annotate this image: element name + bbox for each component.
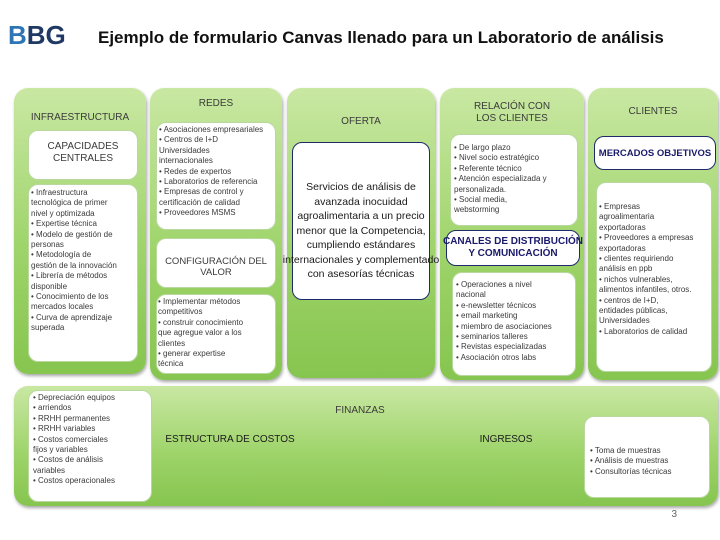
page-number: 3 (671, 509, 677, 520)
list-item: Universidades (159, 145, 210, 155)
list-item: análisis en ppb (599, 264, 653, 274)
list-item: nivel y optimizada (31, 208, 95, 218)
list-item: • Modelo de gestión de (31, 229, 113, 239)
list-item: gestión de la innovación (31, 260, 117, 270)
list-item: • Referente técnico (454, 163, 522, 173)
finanzas-heading: FINANZAS (335, 405, 385, 416)
list-item: • Expertise técnica (31, 219, 97, 229)
list-item: • Atención especializada y (454, 174, 547, 184)
ingresos-list (590, 446, 710, 477)
list-item: • Redes de expertos (159, 166, 232, 176)
capacidades-list (31, 188, 137, 334)
oferta-text: Servicios de análisis de avanzada inocuidad agroalimentaria a un precio menor que la Competencia, cumpliendo estándares internacionales y complementado con asesorías técnicas (282, 181, 440, 280)
page-title: Ejemplo de formulario Canvas llenado para un Laboratorio de análisis (98, 28, 664, 47)
list-item: • Laboratorios de referencia (159, 177, 258, 187)
list-item: Universidades (599, 316, 650, 326)
list-item: • arriendos (33, 403, 72, 413)
list-item: entidades públicas, (599, 306, 668, 316)
list-item: • RRHH variables (33, 424, 96, 434)
list-item: • Centros de I+D (159, 135, 219, 145)
list-item: tecnológica de primer (31, 198, 108, 208)
list-item: • construir conocimiento (158, 317, 244, 327)
mercados-heading: MERCADOS OBJETIVOS (598, 148, 712, 159)
list-item: • Infraestructura (31, 188, 88, 197)
list-item: superada (31, 323, 65, 333)
list-item: técnica (158, 359, 184, 369)
logo-letter-b: B (8, 20, 27, 50)
relacion-list (454, 143, 578, 216)
list-item: • Nivel socio estratégico (454, 153, 540, 163)
list-item: • Empresas de control y (159, 187, 244, 197)
oferta-heading: OFERTA (341, 116, 381, 127)
list-item: • Proveedores a empresas (599, 233, 694, 243)
redes-list (159, 125, 277, 219)
list-item: competitivos (158, 307, 203, 317)
ingresos-heading: INGRESOS (479, 434, 533, 445)
list-item: • Análisis de muestras (590, 456, 669, 466)
list-item: • Depreciación equipos (33, 393, 115, 402)
estructura-costos-heading: ESTRUCTURA DE COSTOS (165, 434, 295, 445)
list-item: • De largo plazo (454, 143, 511, 152)
list-item: • Social media, (454, 195, 508, 205)
list-item: • nichos vulnerables, (599, 274, 673, 284)
list-item: • Laboratorios de calidad (599, 326, 688, 336)
list-item: disponible (31, 281, 68, 291)
list-item: clientes (158, 338, 186, 348)
capacidades-heading: CAPACIDADES CENTRALES (47, 141, 119, 164)
configuracion-heading: CONFIGURACIÓN DEL VALOR (165, 256, 267, 279)
configuracion-list (158, 297, 276, 370)
list-item: • Asociaciones empresariales (159, 125, 264, 134)
list-item: personalizada. (454, 184, 507, 194)
list-item: • RRHH permanentes (33, 413, 111, 423)
list-item: • email marketing (456, 311, 518, 321)
list-item: • Metodología de (31, 250, 92, 260)
list-item: que agregue valor a los (158, 328, 242, 338)
list-item: • e-newsletter técnicos (456, 300, 537, 310)
bbg-logo (8, 20, 66, 51)
list-item: • Asociación otros labs (456, 352, 537, 362)
list-item: alimentos infantiles, otros. (599, 285, 692, 295)
canales-list (456, 280, 576, 363)
list-item: • seminarios talleres (456, 332, 528, 342)
list-item: • Consultorías técnicas (590, 466, 672, 476)
logo-letters-bg: BG (26, 20, 66, 50)
list-item: • Toma de muestras (590, 446, 661, 455)
list-item: • Curva de aprendizaje (31, 312, 113, 322)
list-item: • Conocimiento de los (31, 292, 109, 302)
list-item: • Empresas (599, 202, 641, 211)
redes-heading: REDES (198, 98, 234, 109)
infraestructura-heading: INFRAESTRUCTURA (30, 112, 130, 123)
list-item: • generar expertise (158, 349, 226, 359)
list-item: • Revistas especializadas (456, 342, 547, 352)
canales-heading: CANALES DE DISTRIBUCIÓN Y COMUNICACIÓN (442, 236, 583, 259)
list-item: exportadoras (599, 243, 646, 253)
list-item: exportadoras (599, 222, 646, 232)
list-item: nacional (456, 290, 486, 300)
list-item: • clientes requiriendo (599, 254, 674, 264)
list-item: • miembro de asociaciones (456, 321, 552, 331)
clientes-list (599, 202, 713, 337)
list-item: certificación de calidad (159, 197, 240, 207)
costos-list (33, 393, 153, 487)
list-item: • Costos operacionales (33, 476, 115, 486)
list-item: • Operaciones a nivel (456, 280, 532, 289)
list-item: • Librería de métodos (31, 271, 108, 281)
list-item: mercados locales (31, 302, 94, 312)
list-item: • Implementar métodos (158, 297, 241, 306)
list-item: webstorming (454, 205, 500, 215)
list-item: variables (33, 465, 66, 475)
list-item: • Costos comerciales (33, 434, 108, 444)
list-item: internacionales (159, 156, 213, 166)
list-item: fijos y variables (33, 445, 88, 455)
list-item: personas (31, 240, 64, 250)
list-item: agroalimentaria (599, 212, 655, 222)
clientes-heading: CLIENTES (628, 106, 678, 117)
list-item: • centros de I+D, (599, 295, 659, 305)
relacion-heading: RELACIÓN CON LOS CLIENTES (473, 101, 551, 124)
list-item: • Costos de análisis (33, 455, 103, 465)
list-item: • Proveedores MSMS (159, 208, 236, 218)
